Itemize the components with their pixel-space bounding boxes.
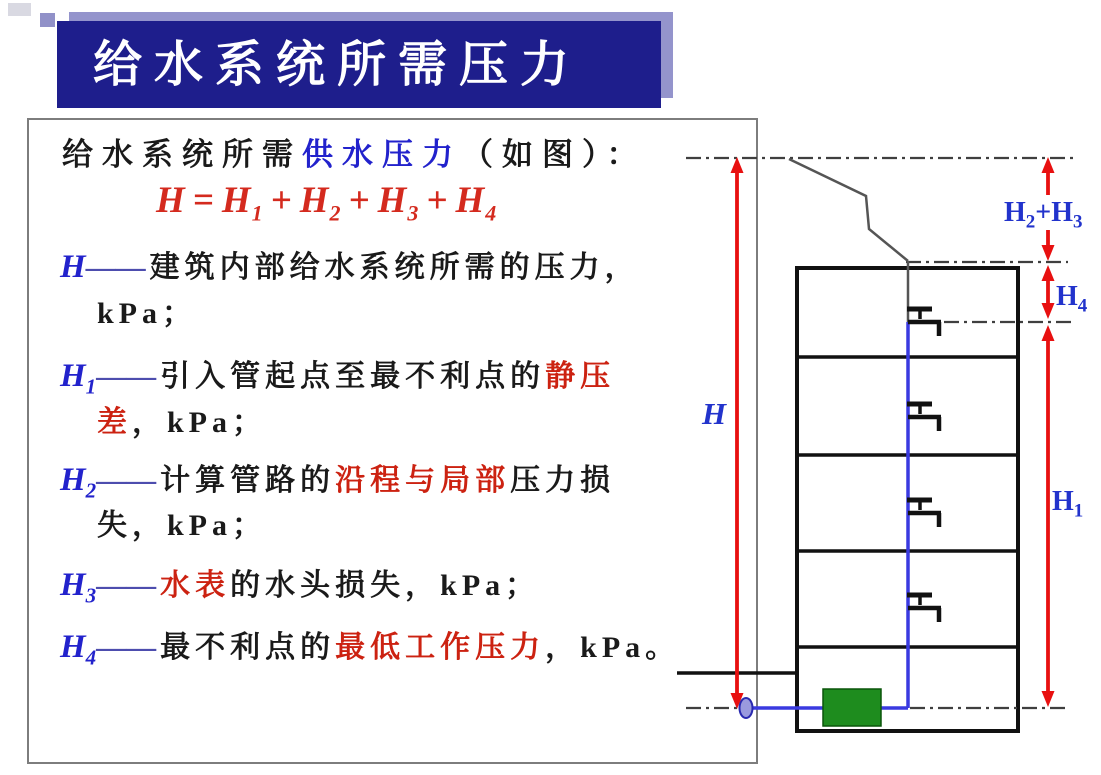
- dash-connector: ——: [96, 631, 157, 664]
- formula-term-4: H: [455, 180, 486, 221]
- dimension-H4: [1042, 265, 1055, 319]
- def-H4-red: 最低工作压力: [335, 631, 546, 664]
- diagram-label-H: H: [702, 396, 727, 431]
- formula-plus-3: +: [426, 180, 449, 221]
- intro-blue: 供水压力: [302, 137, 462, 172]
- symbol-H2: $H_2$: [60, 462, 97, 503]
- formula-plus-2: +: [348, 180, 371, 221]
- def-H1-black: 引入管起点至最不利点的: [160, 360, 546, 393]
- formula-lhs: H: [156, 180, 186, 221]
- formula-plus-1: +: [270, 180, 293, 221]
- dash-connector: ——: [96, 360, 157, 393]
- valve-icon: [740, 698, 753, 718]
- formula-term-2: H: [299, 180, 330, 221]
- symbol-H1: $H_1$: [60, 358, 97, 399]
- def-H4-black-1: 最不利点的: [160, 631, 336, 664]
- intro-black-1: 给水系统所需: [62, 137, 302, 172]
- intro-black-2: （如图）：: [462, 137, 647, 172]
- formula-sub-4: 4: [485, 200, 498, 226]
- dash-connector: ——: [96, 569, 157, 602]
- dash-connector: ——: [96, 464, 157, 497]
- water-meter: [823, 689, 881, 726]
- def-H3-black: 的水头损失，kPa；: [230, 569, 541, 602]
- formula-term-1: H: [221, 180, 252, 221]
- diagram-label-H4: $H_4$: [1056, 281, 1088, 317]
- def-H3-red: 水表: [160, 569, 231, 602]
- dimension-H: [731, 157, 744, 709]
- def-H1-cont-red: 差: [97, 406, 132, 439]
- def-H2-red: 沿程与局部: [335, 464, 511, 497]
- formula-term-3: H: [377, 180, 408, 221]
- diagram-label-H1: $H_1$: [1052, 486, 1084, 522]
- diagram-label-H2-plus-H3: $H_2+H_3$: [1004, 197, 1083, 233]
- def-H4-black-2: ，kPa。: [545, 631, 681, 664]
- formula-equals: =: [192, 180, 215, 221]
- def-H2-black-1: 计算管路的: [160, 464, 336, 497]
- def-H1-cont-black: ，kPa；: [132, 406, 268, 439]
- symbol-H4: $H_4$: [60, 629, 97, 670]
- formula-sub-1: 1: [251, 200, 264, 226]
- formula-sub-2: 2: [329, 200, 342, 226]
- page-title: 给水系统所需压力: [57, 21, 661, 108]
- definition-H-cont: kPa；: [97, 297, 198, 330]
- def-H2-black-2: 压力损: [510, 464, 616, 497]
- def-H1-red: 静压: [545, 360, 616, 393]
- symbol-H: H: [60, 249, 86, 285]
- definition-H2-cont: 失，kPa；: [97, 509, 268, 542]
- formula-sub-3: 3: [407, 200, 420, 226]
- dash-connector: ——: [85, 251, 146, 284]
- def-H-text: 建筑内部给水系统所需的压力，: [149, 251, 640, 284]
- symbol-H3: $H_3$: [60, 567, 97, 608]
